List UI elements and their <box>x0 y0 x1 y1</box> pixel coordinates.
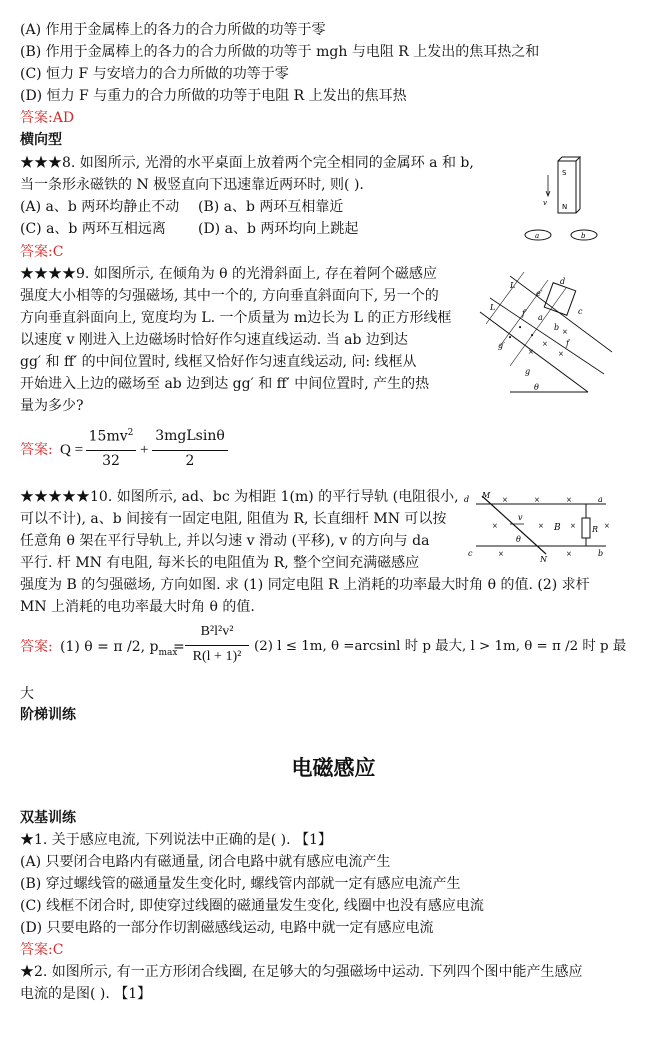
svg-text:×: × <box>566 550 572 558</box>
svg-text:B: B <box>554 523 561 533</box>
svg-text:•: • <box>530 332 535 340</box>
svg-text:N: N <box>562 203 568 211</box>
svg-text:×: × <box>570 522 576 530</box>
fraction-bar <box>185 645 249 646</box>
svg-text:R: R <box>592 525 599 534</box>
answer: 答案:C <box>20 942 64 958</box>
option-d: (D) 只要电路的一部分作切割磁感线运动, 电路中就一定有感应电流 <box>20 920 434 936</box>
svg-text:•: • <box>508 334 513 342</box>
question-9-line: 强度大小相等的匀强磁场, 其中一个的, 方向垂直斜面向下, 另一个的 <box>20 288 439 304</box>
q10-frac-num: B²l²v² <box>200 624 234 639</box>
svg-text:f′: f′ <box>522 309 527 318</box>
svg-text:c: c <box>468 549 473 558</box>
fraction-bar <box>152 450 228 451</box>
svg-text:a: a <box>535 232 540 240</box>
q9-lhs: Q = <box>60 442 84 458</box>
svg-text:b: b <box>598 549 604 558</box>
q9-frac1-num: $15mv^2$ <box>88 428 134 445</box>
question-9-line: 开始进入上边的磁场至 ab 边到达 gg′ 和 ff′ 中间位置时, 产生的热 <box>20 376 430 392</box>
option-d: (D) 恒力 F 与重力的合力所做的功等于电阻 R 上发出的焦耳热 <box>20 88 407 104</box>
svg-text:v: v <box>518 513 523 522</box>
option-b: (B) 作用于金属棒上的各力的合力所做的功等于 mgh 与电阻 R 上发出的焦耳热之和 <box>20 44 540 60</box>
section-heading: 横向型 <box>20 132 62 148</box>
question-10-line: 强度为 B 的匀强磁场, 方向如图. 求 (1) 同定电阻 R 上消耗的功率最大时角 θ 的值. (2) 求杆 <box>20 577 590 593</box>
svg-text:•: • <box>518 324 523 332</box>
option-d: (D) a、b 两环均向上跳起 <box>198 221 359 237</box>
svg-text:S: S <box>562 169 567 177</box>
svg-text:M: M <box>482 491 491 500</box>
svg-text:a: a <box>538 313 543 322</box>
section-heading: 阶梯训练 <box>20 707 76 723</box>
rails-rod-figure <box>462 488 614 564</box>
q10-frac-den: R(l + 1)² <box>192 649 242 664</box>
svg-text:×: × <box>492 522 498 530</box>
question-8-line: 当一条形永磁铁的 N 极竖直向下迅速靠近两环时, 则( ). <box>20 177 364 193</box>
question-10-line: ★★★★★10. 如图所示, ad、bc 为相距 1(m) 的平行导轨 (电阻很小, <box>20 489 459 505</box>
svg-text:×: × <box>542 340 548 348</box>
svg-text:×: × <box>502 496 508 504</box>
svg-text:L: L <box>490 303 496 312</box>
q10-eq: = <box>173 639 185 655</box>
question-10-line: 平行. 杆 MN 有电阻, 每米长的电阻值为 R, 整个空间充满磁感应 <box>20 555 420 571</box>
svg-text:×: × <box>562 328 568 336</box>
svg-text:d: d <box>560 277 566 286</box>
svg-text:×: × <box>604 522 610 530</box>
svg-text:×: × <box>538 522 544 530</box>
svg-text:×: × <box>528 348 534 356</box>
option-a: (A) 只要闭合电路内有磁通量, 闭合电路中就有感应电流产生 <box>20 854 391 870</box>
option-a: (A) a、b 两环均静止不动 <box>20 199 180 215</box>
question-1-stem: ★1. 关于感应电流, 下列说法中正确的是( ). 【1】 <box>20 832 332 848</box>
svg-text:×: × <box>558 350 564 358</box>
answer: 答案:C <box>20 244 64 260</box>
svg-text:g′: g′ <box>498 341 505 350</box>
question-10-line: 可以不计), a、b 间接有一固定电阻, 阻值为 R, 长直细杆 MN 可以按 <box>20 511 447 527</box>
svg-text:c: c <box>578 307 583 316</box>
question-10-line: MN 上消耗的电功率最大时角 θ 的值. <box>20 599 255 615</box>
question-9-line: gg′ 和 ff′ 的中间位置时, 线框又恰好作匀速直线运动, 问: 线框从 <box>20 354 417 370</box>
q9-frac2-num: 3mgLsinθ <box>155 428 225 444</box>
svg-text:b: b <box>581 232 586 240</box>
option-b: (B) a、b 两环互相靠近 <box>198 199 344 215</box>
question-10-line: 任意角 θ 架在平行导轨上, 并以匀速 v 滑动 (平移), v 的方向与 da <box>20 533 430 549</box>
q9-plus: + <box>140 442 149 458</box>
q9-frac1-den: 32 <box>102 453 120 469</box>
svg-text:g: g <box>525 367 531 376</box>
svg-text:e′: e′ <box>536 289 543 298</box>
answer-label: 答案: <box>20 442 53 458</box>
svg-text:a: a <box>598 495 603 504</box>
incline-loop-figure <box>470 268 620 398</box>
question-2-line: ★2. 如图所示, 有一正方形闭合线圈, 在足够大的匀强磁场中运动. 下列四个图中能产生感应 <box>20 964 583 980</box>
chapter-title: 电磁感应 <box>291 756 376 780</box>
answer-label: 答案: <box>20 639 53 655</box>
option-c: (C) 恒力 F 与安培力的合力所做的功等于零 <box>20 66 289 82</box>
section-heading: 双基训练 <box>20 810 76 826</box>
question-9-line: 方向垂直斜面向上, 宽度均为 L. 一个质量为 m边长为 L 的正方形线框 <box>20 310 452 326</box>
question-2-line: 电流的是图( ). 【1】 <box>20 986 152 1002</box>
svg-text:v: v <box>543 199 547 207</box>
question-9-line: 量为多少? <box>20 398 84 414</box>
svg-text:f: f <box>566 339 569 348</box>
svg-text:b: b <box>554 323 560 332</box>
svg-text:×: × <box>534 496 540 504</box>
svg-text:d: d <box>464 495 470 504</box>
svg-text:L: L <box>510 281 516 290</box>
option-c: (C) a、b 两环互相远离 <box>20 221 166 237</box>
svg-text:θ: θ <box>516 535 521 544</box>
question-8-line: ★★★8. 如图所示, 光滑的水平桌面上放着两个完全相同的金属环 a 和 b, <box>20 155 474 171</box>
q10-answer-part1: (1) θ = π /2, $p_{max}$ <box>60 639 178 658</box>
q10-answer-part2: (2) l ≤ 1m, θ =arcsinl 时 p 最大, l > 1m, θ = π /2 时 p 最 <box>254 639 627 654</box>
magnet-rings-figure <box>520 155 620 247</box>
option-c: (C) 线框不闭合时, 即使穿过线圈的磁通量发生变化, 线圈中也没有感应电流 <box>20 898 484 914</box>
fraction-bar <box>86 450 136 451</box>
q10-answer-end: 大 <box>20 686 34 702</box>
option-b: (B) 穿过螺线管的磁通量发生变化时, 螺线管内部就一定有感应电流产生 <box>20 876 461 892</box>
svg-text:×: × <box>498 550 504 558</box>
svg-text:×: × <box>566 496 572 504</box>
question-9-line: 以速度 v 刚进入上边磁场时恰好作匀速直线运动. 当 ab 边到达 <box>20 332 408 348</box>
question-9-line: ★★★★9. 如图所示, 在倾角为 θ 的光滑斜面上, 存在着阿个磁感应 <box>20 266 437 282</box>
q9-frac2-den: 2 <box>185 453 195 469</box>
svg-text:θ: θ <box>534 383 539 392</box>
option-a: (A) 作用于金属棒上的各力的合力所做的功等于零 <box>20 22 326 38</box>
answer: 答案:AD <box>20 110 75 126</box>
svg-text:N: N <box>540 555 547 564</box>
